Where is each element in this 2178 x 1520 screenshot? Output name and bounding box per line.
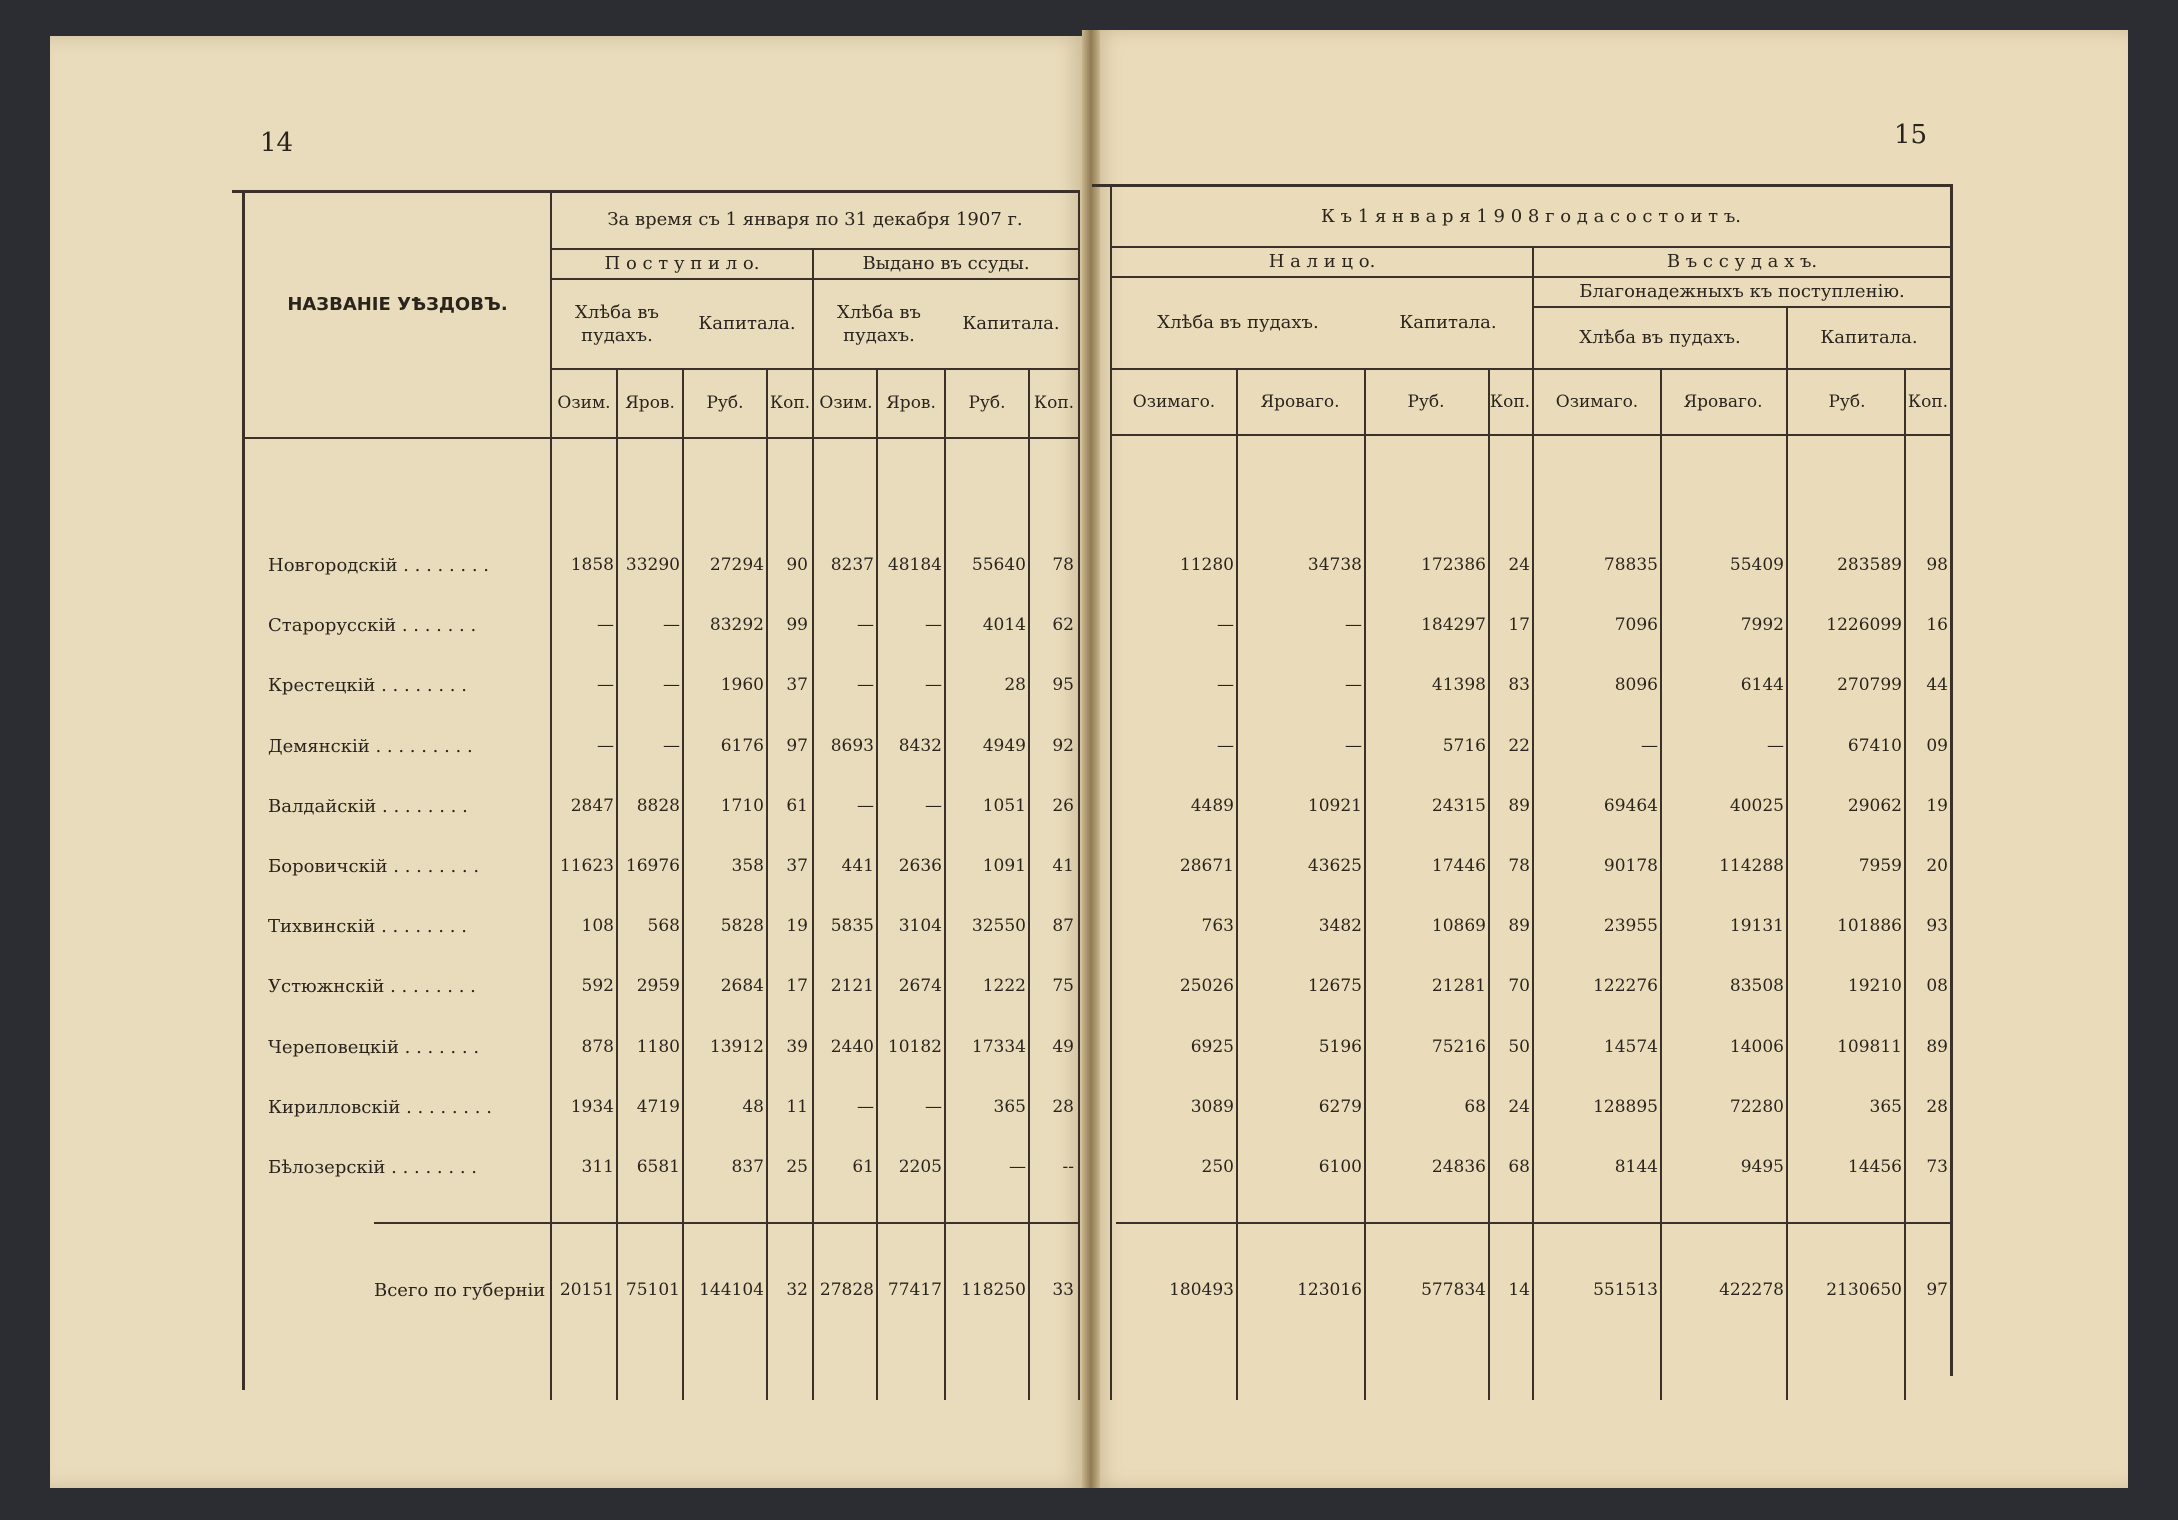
district-name: Новгородскій . . . . . . . . bbox=[268, 555, 490, 576]
table-cell: 70 bbox=[1508, 976, 1530, 996]
table-cell: 44 bbox=[1926, 675, 1948, 695]
table-cell: 11 bbox=[786, 1097, 808, 1117]
table-cell: — bbox=[663, 615, 680, 635]
table-cell: 12675 bbox=[1307, 976, 1362, 996]
table-cell: 49 bbox=[1052, 1037, 1074, 1057]
district-name: Череповецкій . . . . . . . bbox=[268, 1037, 480, 1058]
total-cell: 118250 bbox=[961, 1280, 1026, 1300]
table-cell: 24315 bbox=[1431, 796, 1486, 816]
table-cell: 37 bbox=[786, 675, 808, 695]
table-cell: 89 bbox=[1508, 916, 1530, 936]
table-cell: 2684 bbox=[720, 976, 764, 996]
table-cell: 61 bbox=[852, 1157, 874, 1177]
column-rule bbox=[1364, 368, 1366, 1400]
table-cell: 48 bbox=[742, 1097, 764, 1117]
table-cell: 1960 bbox=[720, 675, 764, 695]
loans-capital-header: Капитала. bbox=[1820, 327, 1918, 349]
table-cell: 78 bbox=[1052, 555, 1074, 575]
table-cell: 23955 bbox=[1603, 916, 1658, 936]
table-cell: 6176 bbox=[720, 736, 764, 756]
table-cell: 6100 bbox=[1318, 1157, 1362, 1177]
table-cell: — bbox=[1641, 736, 1658, 756]
table-cell: 78 bbox=[1508, 856, 1530, 876]
table-cell: 184297 bbox=[1421, 615, 1486, 635]
column-rule bbox=[1236, 368, 1238, 1400]
table-cell: 8432 bbox=[898, 736, 942, 756]
total-cell: 32 bbox=[786, 1280, 808, 1300]
column-rule bbox=[1028, 368, 1030, 1400]
table-cell: 28 bbox=[1052, 1097, 1074, 1117]
table-cell: 2674 bbox=[898, 976, 942, 996]
table-cell: 6925 bbox=[1190, 1037, 1234, 1057]
table-cell: 43625 bbox=[1307, 856, 1362, 876]
col-ozim-2: Озим. bbox=[819, 392, 873, 413]
table-cell: 128895 bbox=[1593, 1097, 1658, 1117]
district-name: Крестецкій . . . . . . . . bbox=[268, 675, 467, 696]
col-ozim-4: Озимаго. bbox=[1555, 391, 1639, 412]
rule bbox=[1092, 184, 1952, 187]
table-cell: 1710 bbox=[720, 796, 764, 816]
table-cell: 2121 bbox=[830, 976, 874, 996]
table-cell: 40025 bbox=[1729, 796, 1784, 816]
column-rule bbox=[1786, 368, 1788, 1400]
rule bbox=[242, 190, 245, 1390]
rule bbox=[374, 1222, 1080, 1224]
table-cell: 14006 bbox=[1729, 1037, 1784, 1057]
table-cell: — bbox=[1345, 736, 1362, 756]
book-gutter bbox=[1082, 30, 1100, 1488]
table-cell: 75 bbox=[1052, 976, 1074, 996]
table-cell: 365 bbox=[993, 1097, 1026, 1117]
table-cell: 69464 bbox=[1603, 796, 1658, 816]
issued-header: Выдано въ ссуды. bbox=[862, 253, 1030, 275]
table-cell: — bbox=[1345, 615, 1362, 635]
table-cell: 78835 bbox=[1603, 555, 1658, 575]
table-cell: — bbox=[663, 675, 680, 695]
table-cell: 1051 bbox=[982, 796, 1026, 816]
table-cell: 34738 bbox=[1307, 555, 1362, 575]
table-cell: 22 bbox=[1508, 736, 1530, 756]
total-cell: 180493 bbox=[1169, 1280, 1234, 1300]
col-kop-3: Коп. bbox=[1489, 391, 1531, 412]
table-cell: 250 bbox=[1201, 1157, 1234, 1177]
table-cell: 4949 bbox=[982, 736, 1026, 756]
table-cell: — bbox=[1217, 736, 1234, 756]
table-cell: 172386 bbox=[1421, 555, 1486, 575]
table-cell: 97 bbox=[786, 736, 808, 756]
table-cell: 2847 bbox=[570, 796, 614, 816]
total-cell: 75101 bbox=[625, 1280, 680, 1300]
table-cell: 108 bbox=[581, 916, 614, 936]
table-cell: — bbox=[925, 675, 942, 695]
total-cell: 577834 bbox=[1421, 1280, 1486, 1300]
table-cell: 122276 bbox=[1593, 976, 1658, 996]
table-cell: 5835 bbox=[830, 916, 874, 936]
district-header: НАЗВАНІЕ УѢЗДОВЪ. bbox=[287, 294, 508, 316]
table-cell: — bbox=[1217, 615, 1234, 635]
table-cell: 8237 bbox=[830, 555, 874, 575]
table-cell: 1222 bbox=[982, 976, 1026, 996]
table-cell: 4489 bbox=[1190, 796, 1234, 816]
table-cell: 283589 bbox=[1837, 555, 1902, 575]
table-cell: 10182 bbox=[887, 1037, 942, 1057]
district-name: Тихвинскій . . . . . . . . bbox=[268, 916, 467, 937]
table-cell: 93 bbox=[1926, 916, 1948, 936]
table-cell: 90 bbox=[786, 555, 808, 575]
table-cell: — bbox=[1009, 1157, 1026, 1177]
total-cell: 144104 bbox=[699, 1280, 764, 1300]
district-name: Кирилловскій . . . . . . . . bbox=[268, 1097, 492, 1118]
table-cell: 6144 bbox=[1740, 675, 1784, 695]
col-ozim-1: Озим. bbox=[557, 392, 611, 413]
district-name: Старорусскій . . . . . . . bbox=[268, 615, 477, 636]
table-cell: — bbox=[597, 736, 614, 756]
table-cell: 19210 bbox=[1847, 976, 1902, 996]
table-cell: 878 bbox=[581, 1037, 614, 1057]
total-cell: 422278 bbox=[1719, 1280, 1784, 1300]
rule bbox=[1950, 184, 1953, 1376]
table-cell: 8096 bbox=[1614, 675, 1658, 695]
table-cell: 1091 bbox=[982, 856, 1026, 876]
table-cell: 75216 bbox=[1431, 1037, 1486, 1057]
table-cell: 17334 bbox=[971, 1037, 1026, 1057]
total-cell: 33 bbox=[1052, 1280, 1074, 1300]
table-cell: 568 bbox=[647, 916, 680, 936]
table-cell: 763 bbox=[1201, 916, 1234, 936]
table-cell: 13912 bbox=[709, 1037, 764, 1057]
col-kop-4: Коп. bbox=[1907, 391, 1949, 412]
issued-grain-header: Хлѣба въ пудахъ. bbox=[837, 301, 921, 346]
table-cell: 37 bbox=[786, 856, 808, 876]
col-kop-2: Коп. bbox=[1033, 392, 1075, 413]
table-cell: 21281 bbox=[1431, 976, 1486, 996]
table-cell: 4719 bbox=[636, 1097, 680, 1117]
received-capital-header: Капитала. bbox=[698, 313, 796, 335]
table-cell: 6581 bbox=[636, 1157, 680, 1177]
table-cell: 68 bbox=[1508, 1157, 1530, 1177]
issued-capital-header: Капитала. bbox=[962, 313, 1060, 335]
district-name: Бѣлозерскій . . . . . . . . bbox=[268, 1157, 477, 1178]
table-cell: 20 bbox=[1926, 856, 1948, 876]
table-cell: 95 bbox=[1052, 675, 1074, 695]
column-rule bbox=[876, 368, 878, 1400]
table-cell: 89 bbox=[1926, 1037, 1948, 1057]
table-cell: 7959 bbox=[1858, 856, 1902, 876]
column-rule bbox=[1904, 368, 1906, 1400]
table-cell: 10869 bbox=[1431, 916, 1486, 936]
total-cell: 27828 bbox=[819, 1280, 874, 1300]
table-cell: 5196 bbox=[1318, 1037, 1362, 1057]
table-cell: 3104 bbox=[898, 916, 942, 936]
table-cell: — bbox=[925, 796, 942, 816]
table-cell: 27294 bbox=[709, 555, 764, 575]
table-cell: 19131 bbox=[1729, 916, 1784, 936]
table-cell: 92 bbox=[1052, 736, 1074, 756]
table-cell: 837 bbox=[731, 1157, 764, 1177]
table-cell: 90178 bbox=[1603, 856, 1658, 876]
table-cell: 24 bbox=[1508, 1097, 1530, 1117]
table-cell: 41 bbox=[1052, 856, 1074, 876]
table-cell: 1226099 bbox=[1826, 615, 1902, 635]
table-cell: 33290 bbox=[625, 555, 680, 575]
table-cell: 114288 bbox=[1719, 856, 1784, 876]
table-cell: 365 bbox=[1869, 1097, 1902, 1117]
table-cell: 83508 bbox=[1729, 976, 1784, 996]
received-grain-header: Хлѣба въ пудахъ. bbox=[575, 301, 659, 346]
table-cell: 8693 bbox=[830, 736, 874, 756]
col-yarov-2: Яров. bbox=[886, 392, 936, 413]
table-cell: 11623 bbox=[559, 856, 614, 876]
total-cell: 2130650 bbox=[1826, 1280, 1902, 1300]
total-cell: 551513 bbox=[1593, 1280, 1658, 1300]
table-cell: 55640 bbox=[971, 555, 1026, 575]
table-cell: 83 bbox=[1508, 675, 1530, 695]
table-cell: 17 bbox=[1508, 615, 1530, 635]
col-ozim-3: Озимаго. bbox=[1132, 391, 1216, 412]
table-cell: 16976 bbox=[625, 856, 680, 876]
table-cell: 1858 bbox=[570, 555, 614, 575]
table-cell: — bbox=[1345, 675, 1362, 695]
received-header: П о с т у п и л о. bbox=[604, 253, 760, 275]
column-rule bbox=[1660, 368, 1662, 1400]
total-row-label: Всего по губерніи bbox=[374, 1280, 546, 1301]
state-header: К ъ 1 я н в а р я 1 9 0 8 г о д а с о с т о и т ъ. bbox=[1320, 206, 1742, 228]
table-cell: 62 bbox=[1052, 615, 1074, 635]
table-cell: 10921 bbox=[1307, 796, 1362, 816]
table-cell: — bbox=[857, 796, 874, 816]
column-rule bbox=[944, 368, 946, 1400]
table-cell: 3089 bbox=[1190, 1097, 1234, 1117]
table-cell: — bbox=[857, 1097, 874, 1117]
table-cell: 25 bbox=[786, 1157, 808, 1177]
rule bbox=[242, 437, 1080, 439]
table-cell: 17446 bbox=[1431, 856, 1486, 876]
table-cell: 5716 bbox=[1442, 736, 1486, 756]
table-cell: 19 bbox=[1926, 796, 1948, 816]
table-cell: — bbox=[663, 736, 680, 756]
table-cell: 09 bbox=[1926, 736, 1948, 756]
on-hand-header: Н а л и ц о. bbox=[1268, 251, 1376, 273]
table-cell: 28 bbox=[1926, 1097, 1948, 1117]
column-rule bbox=[766, 368, 768, 1400]
column-rule bbox=[616, 368, 618, 1400]
col-rub-1: Руб. bbox=[706, 392, 744, 413]
table-cell: 50 bbox=[1508, 1037, 1530, 1057]
table-cell: 28 bbox=[1004, 675, 1026, 695]
table-cell: 6279 bbox=[1318, 1097, 1362, 1117]
table-cell: 1934 bbox=[570, 1097, 614, 1117]
table-cell: 73 bbox=[1926, 1157, 1948, 1177]
reliable-header: Благонадежныхъ къ поступленію. bbox=[1579, 281, 1905, 303]
total-cell: 14 bbox=[1508, 1280, 1530, 1300]
table-cell: 8144 bbox=[1614, 1157, 1658, 1177]
table-cell: — bbox=[1767, 736, 1784, 756]
table-cell: 87 bbox=[1052, 916, 1074, 936]
table-cell: 311 bbox=[581, 1157, 614, 1177]
table-cell: 592 bbox=[581, 976, 614, 996]
table-cell: — bbox=[597, 675, 614, 695]
table-cell: 19 bbox=[786, 916, 808, 936]
col-rub-3: Руб. bbox=[1407, 391, 1445, 412]
on-hand-capital-header: Капитала. bbox=[1399, 312, 1497, 334]
period-header: За время съ 1 января по 31 декабря 1907 г. bbox=[607, 209, 1023, 231]
table-cell: 11280 bbox=[1179, 555, 1234, 575]
page-number-right: 15 bbox=[1894, 120, 1928, 150]
district-name: Валдайскій . . . . . . . . bbox=[268, 796, 468, 817]
table-cell: 16 bbox=[1926, 615, 1948, 635]
table-cell: 89 bbox=[1508, 796, 1530, 816]
district-name: Устюжнскій . . . . . . . . bbox=[268, 976, 476, 997]
table-cell: 17 bbox=[786, 976, 808, 996]
table-cell: 98 bbox=[1926, 555, 1948, 575]
table-cell: 270799 bbox=[1837, 675, 1902, 695]
col-yarov-1: Яров. bbox=[625, 392, 675, 413]
table-cell: 1180 bbox=[636, 1037, 680, 1057]
table-cell: 61 bbox=[786, 796, 808, 816]
table-cell: 26 bbox=[1052, 796, 1074, 816]
table-cell: — bbox=[1217, 675, 1234, 695]
table-cell: 32550 bbox=[971, 916, 1026, 936]
table-cell: 2205 bbox=[898, 1157, 942, 1177]
table-cell: — bbox=[925, 615, 942, 635]
col-yarov-3: Яроваго. bbox=[1260, 391, 1340, 412]
col-kop-1: Коп. bbox=[769, 392, 811, 413]
on-hand-grain-header: Хлѣба въ пудахъ. bbox=[1157, 312, 1319, 334]
column-rule bbox=[812, 368, 814, 1400]
table-cell: -- bbox=[1062, 1157, 1074, 1177]
in-loans-header: В ъ с с у д а х ъ. bbox=[1666, 251, 1818, 273]
col-rub-2: Руб. bbox=[968, 392, 1006, 413]
table-cell: 7096 bbox=[1614, 615, 1658, 635]
table-cell: 8828 bbox=[636, 796, 680, 816]
table-cell: 3482 bbox=[1318, 916, 1362, 936]
table-cell: 83292 bbox=[709, 615, 764, 635]
table-cell: — bbox=[857, 675, 874, 695]
table-cell: 29062 bbox=[1847, 796, 1902, 816]
table-cell: 55409 bbox=[1729, 555, 1784, 575]
table-cell: 4014 bbox=[982, 615, 1026, 635]
table-cell: — bbox=[857, 615, 874, 635]
total-cell: 123016 bbox=[1297, 1280, 1362, 1300]
table-cell: 48184 bbox=[887, 555, 942, 575]
column-rule bbox=[1532, 368, 1534, 1400]
table-cell: 14456 bbox=[1847, 1157, 1902, 1177]
table-cell: 25026 bbox=[1179, 976, 1234, 996]
page-number-left: 14 bbox=[260, 128, 294, 158]
total-cell: 20151 bbox=[559, 1280, 614, 1300]
table-cell: 67410 bbox=[1847, 736, 1902, 756]
column-rule bbox=[682, 368, 684, 1400]
table-cell: 5828 bbox=[720, 916, 764, 936]
table-cell: 9495 bbox=[1740, 1157, 1784, 1177]
table-cell: 101886 bbox=[1837, 916, 1902, 936]
table-cell: — bbox=[925, 1097, 942, 1117]
table-cell: 72280 bbox=[1729, 1097, 1784, 1117]
table-cell: 39 bbox=[786, 1037, 808, 1057]
total-cell: 77417 bbox=[887, 1280, 942, 1300]
column-rule bbox=[1488, 368, 1490, 1400]
table-cell: 14574 bbox=[1603, 1037, 1658, 1057]
table-cell: — bbox=[597, 615, 614, 635]
table-cell: 2636 bbox=[898, 856, 942, 876]
district-name: Боровичскій . . . . . . . . bbox=[268, 856, 480, 877]
col-rub-4: Руб. bbox=[1828, 391, 1866, 412]
table-cell: 41398 bbox=[1431, 675, 1486, 695]
loans-grain-header: Хлѣба въ пудахъ. bbox=[1579, 327, 1741, 349]
table-cell: 2440 bbox=[830, 1037, 874, 1057]
table-cell: 28671 bbox=[1179, 856, 1234, 876]
rule bbox=[1078, 190, 1080, 1400]
district-name: Демянскій . . . . . . . . . bbox=[268, 736, 473, 757]
table-cell: 2959 bbox=[636, 976, 680, 996]
table-cell: 08 bbox=[1926, 976, 1948, 996]
table-cell: 68 bbox=[1464, 1097, 1486, 1117]
table-cell: 24836 bbox=[1431, 1157, 1486, 1177]
table-cell: 358 bbox=[731, 856, 764, 876]
table-cell: 99 bbox=[786, 615, 808, 635]
table-cell: 24 bbox=[1508, 555, 1530, 575]
total-cell: 97 bbox=[1926, 1280, 1948, 1300]
col-yarov-4: Яроваго. bbox=[1683, 391, 1763, 412]
table-cell: 441 bbox=[841, 856, 874, 876]
table-cell: 109811 bbox=[1837, 1037, 1902, 1057]
table-cell: 7992 bbox=[1740, 615, 1784, 635]
